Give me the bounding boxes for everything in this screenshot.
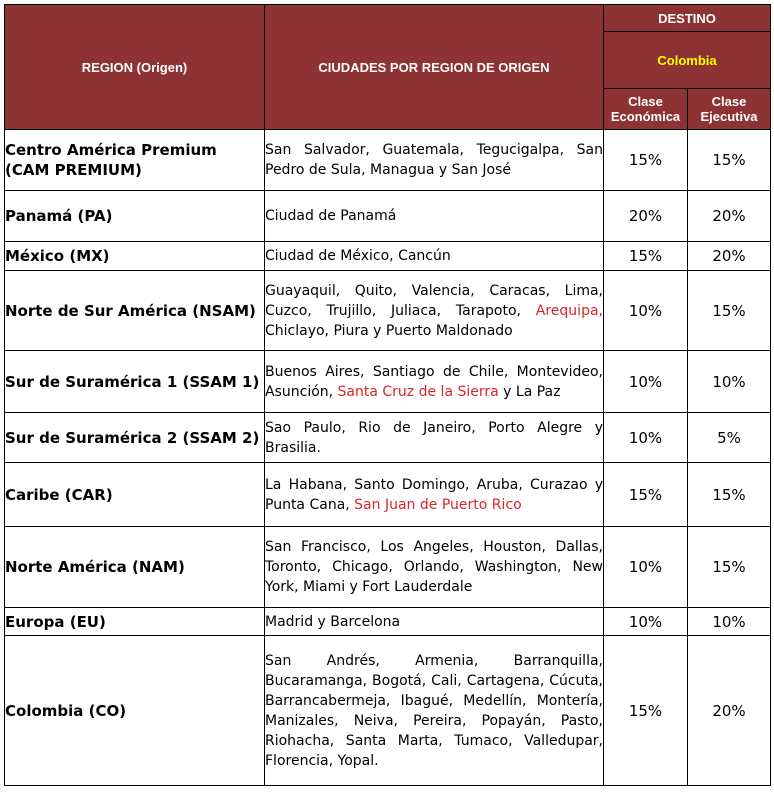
economica-value: 15% <box>604 242 688 271</box>
region-cell: México (MX) <box>5 242 265 271</box>
ejecutiva-value: 20% <box>688 191 771 242</box>
table-row <box>5 351 771 413</box>
city-text: Madrid y Barcelona <box>265 613 401 630</box>
region-cell: Centro América Premium (CAM PREMIUM) <box>5 130 265 191</box>
city-text: Buenos Aires, Santiago de Chile, Montevideo, Asunción, <box>265 363 603 400</box>
table-row <box>5 463 771 527</box>
header-destino: DESTINO <box>604 5 771 32</box>
economica-value: 10% <box>604 413 688 463</box>
city-text-highlight: Arequipa, <box>535 302 603 319</box>
ejecutiva-value: 15% <box>688 130 771 191</box>
table-row <box>5 413 771 463</box>
region-cell: Norte de Sur América (NSAM) <box>5 271 265 351</box>
city-text: La Habana, Santo Domingo, Aruba, Curazao y Punta Cana, <box>265 476 603 513</box>
header-clase-economica: Clase Económica <box>604 89 688 130</box>
city-text: San Francisco, Los Angeles, Houston, Dallas, Toronto, Chicago, Orlando, Washington, New York, Miami y Fort Lauderdale <box>265 539 603 595</box>
cities-cell <box>265 636 604 786</box>
city-text: Ciudad de Panamá <box>265 208 397 224</box>
table-row <box>5 191 771 242</box>
economica-value: 10% <box>604 351 688 413</box>
region-cell: Colombia (CO) <box>5 636 265 786</box>
region-cell: Sur de Suramérica 1 (SSAM 1) <box>5 351 265 413</box>
table-row <box>5 242 771 271</box>
ejecutiva-value: 20% <box>688 242 771 271</box>
city-text: Guayaquil, Quito, Valencia, Caracas, Lima, Cuzco, Trujillo, Juliaca, Tarapoto, <box>265 282 603 319</box>
ejecutiva-value: 15% <box>688 271 771 351</box>
city-text: y La Paz <box>498 383 561 400</box>
economica-value: 10% <box>604 527 688 608</box>
ejecutiva-value: 20% <box>688 636 771 786</box>
header-cities: CIUDADES POR REGION DE ORIGEN <box>265 5 604 130</box>
cities-cell <box>265 463 604 527</box>
region-cell: Caribe (CAR) <box>5 463 265 527</box>
cities-cell <box>265 608 604 636</box>
city-text: Chiclayo, Piura y Puerto Maldonado <box>265 322 513 339</box>
region-cell: Panamá (PA) <box>5 191 265 242</box>
economica-value: 15% <box>604 463 688 527</box>
city-text-highlight: San Juan de Puerto Rico <box>354 496 522 513</box>
tariff-table <box>4 4 771 786</box>
header-destino-colombia: Colombia <box>604 32 771 89</box>
economica-value: 10% <box>604 608 688 636</box>
region-cell: Europa (EU) <box>5 608 265 636</box>
region-cell: Sur de Suramérica 2 (SSAM 2) <box>5 413 265 463</box>
city-text: San Salvador, Guatemala, Tegucigalpa, San Pedro de Sula, Managua y San José <box>265 142 603 178</box>
cities-cell <box>265 271 604 351</box>
ejecutiva-value: 15% <box>688 527 771 608</box>
cities-cell <box>265 527 604 608</box>
header-region: REGION (Origen) <box>5 5 265 130</box>
economica-value: 15% <box>604 636 688 786</box>
city-text: Ciudad de México, Cancún <box>265 248 451 264</box>
region-cell: Norte América (NAM) <box>5 527 265 608</box>
ejecutiva-value: 10% <box>688 351 771 413</box>
ejecutiva-value: 15% <box>688 463 771 527</box>
table-row <box>5 636 771 786</box>
ejecutiva-value: 10% <box>688 608 771 636</box>
cities-cell <box>265 191 604 242</box>
economica-value: 15% <box>604 130 688 191</box>
table-row <box>5 130 771 191</box>
table-row <box>5 527 771 608</box>
header-clase-ejecutiva: Clase Ejecutiva <box>688 89 771 130</box>
ejecutiva-value: 5% <box>688 413 771 463</box>
city-text: Sao Paulo, Rio de Janeiro, Porto Alegre y Brasilia. <box>265 419 603 456</box>
cities-cell <box>265 130 604 191</box>
city-text: San Andrés, Armenia, Barranquilla, Bucaramanga, Bogotá, Cali, Cartagena, Cúcuta, Barrancabermeja, Ibagué, Medellín, Montería, Manizales, Neiva, Pereira, Popayán, Pasto, Riohacha, Santa Marta, Tumaco, Valledupar, Florencia, Yopal. <box>265 652 603 769</box>
table-row <box>5 608 771 636</box>
cities-cell <box>265 242 604 271</box>
table-row <box>5 271 771 351</box>
economica-value: 20% <box>604 191 688 242</box>
cities-cell <box>265 413 604 463</box>
economica-value: 10% <box>604 271 688 351</box>
city-text-highlight: Santa Cruz de la Sierra <box>337 383 499 400</box>
cities-cell <box>265 351 604 413</box>
